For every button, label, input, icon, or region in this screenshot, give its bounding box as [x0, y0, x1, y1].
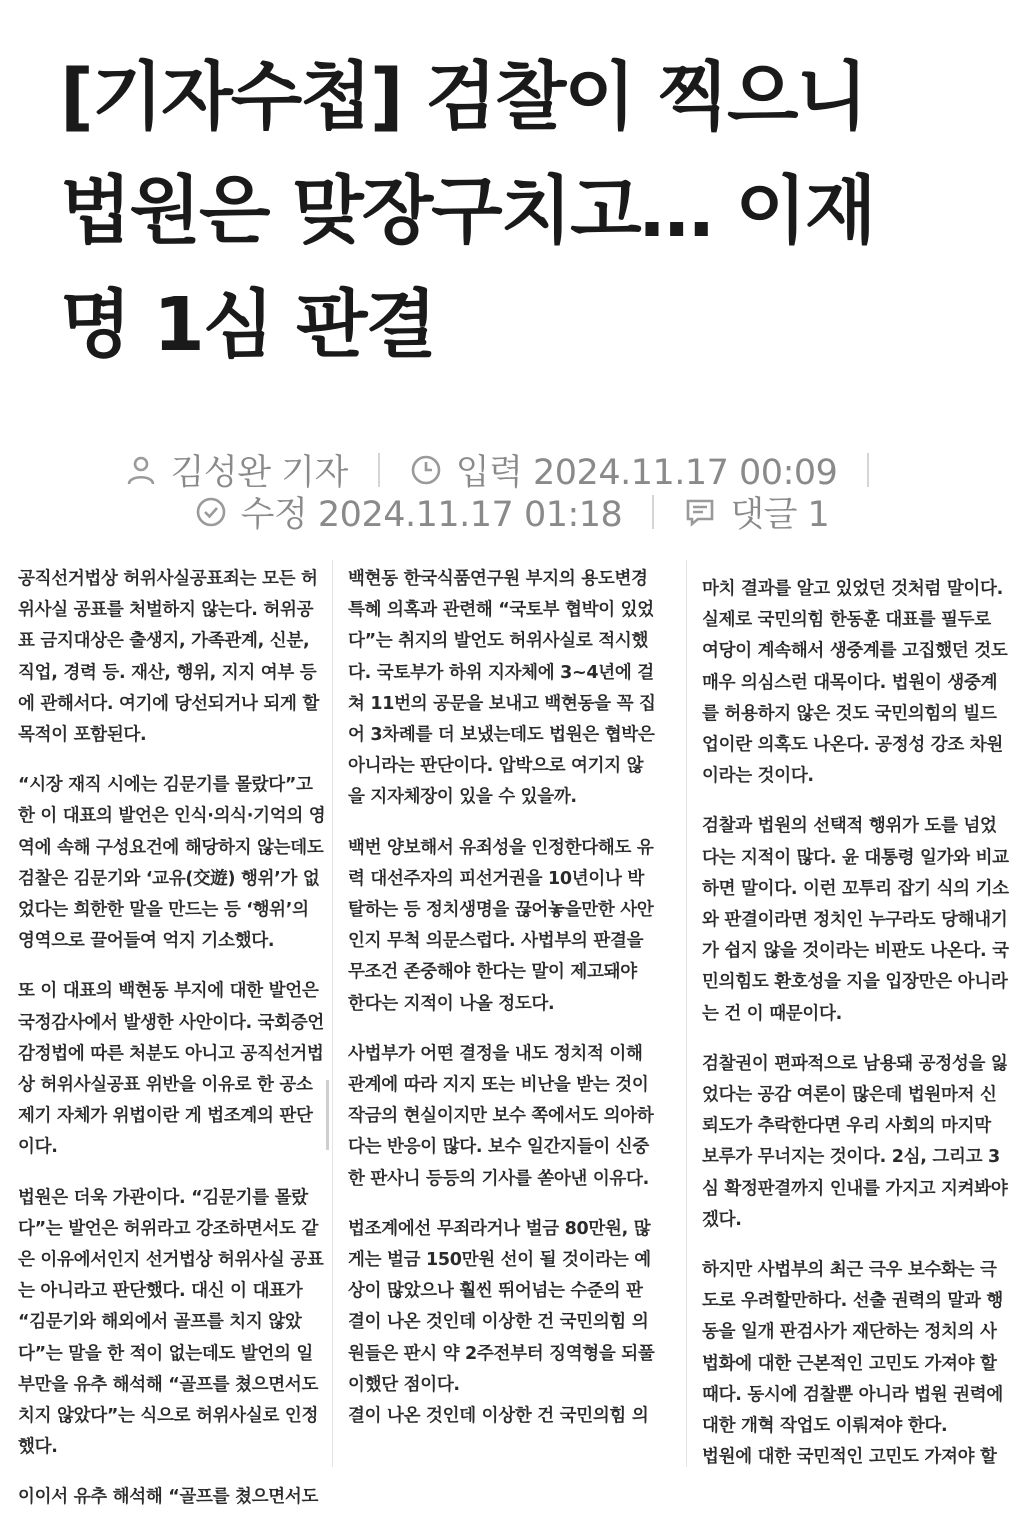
- published-label: 입력 2024.11.17 00:09: [455, 453, 838, 493]
- body-line: 결이 나온 것인데 이상한 건 국민의힘 의: [348, 1406, 649, 1427]
- body-line: 공직선거법상 허위사실공표죄는 모든 허: [18, 569, 318, 589]
- body-line: 었다는 공감 여론이 많은데 법원마저 신: [702, 1085, 997, 1106]
- body-line: 었다는 희한한 말을 만드는 등 ‘행위’의: [18, 900, 309, 921]
- article-headline: [60, 40, 980, 382]
- body-line: 다는 지적이 많다. 윤 대통령 일가와 비교: [702, 847, 1009, 868]
- body-line: 업이란 의혹도 나온다. 공정성 강조 차원: [702, 735, 1003, 756]
- body-line: 는 건 이 때문이다.: [702, 1003, 842, 1024]
- body-line: 쳐 11번의 공문을 보내고 백현동을 꼭 집: [348, 693, 656, 714]
- headline-line: [기자수첩] 검찰이 찍으니: [60, 54, 867, 140]
- body-line: 상 허위사실공표 위반을 이유로 한 공소: [18, 1075, 313, 1096]
- body-line: 다”는 발언은 허위라고 강조하면서도 같: [18, 1218, 319, 1239]
- body-paragraph: [702, 1049, 1010, 1236]
- body-line: 동을 일개 판검사가 재단하는 정치의 사: [702, 1322, 997, 1343]
- body-line: 표 금지대상은 출생지, 가족관계, 신분,: [18, 631, 310, 652]
- body-line: 마치 결과를 알고 있었던 것처럼 말이다.: [702, 579, 1003, 599]
- body-line: 때다. 동시에 검찰뿐 아니라 법원 권력에: [702, 1384, 1003, 1405]
- comments-count: 댓글 1: [730, 495, 830, 535]
- body-line: 관계에 따라 지지 또는 비난을 받는 것이: [348, 1075, 649, 1096]
- body-line: 다는 반응이 많다. 보수 일간지들이 신중: [348, 1137, 649, 1158]
- modified-time: [195, 487, 623, 537]
- body-paragraph: [18, 770, 326, 957]
- column-divider: [332, 560, 333, 1467]
- body-line: 이라는 것이다.: [702, 766, 814, 787]
- body-line: 치지 않았다”는 식으로 허위사실로 인정: [18, 1406, 319, 1427]
- body-line: 위사실 공표를 처벌하지 않는다. 허위공: [18, 600, 314, 621]
- body-line: 여당이 계속해서 생중계를 고집했던 것도: [702, 641, 1008, 662]
- body-line: 감정법에 따른 처분도 아니고 공직선거법: [18, 1043, 324, 1064]
- comment-icon: [684, 496, 716, 528]
- body-line: 보루가 무너지는 것이다. 2심, 그리고 3: [702, 1147, 1000, 1168]
- body-line: 민의힘도 환호성을 지을 입장만은 아니라: [702, 972, 1008, 993]
- body-line: 제기 자체가 위법이란 게 법조계의 판단: [18, 1106, 313, 1127]
- body-line: 법원에 대한 국민적인 고민도 가져야 할: [702, 1447, 997, 1468]
- body-line: 을 지자체장이 있을 수 있을까.: [348, 787, 577, 808]
- body-line: 영역으로 끌어들여 억지 기소했다.: [18, 931, 275, 952]
- body-paragraph: [702, 574, 1010, 792]
- body-line: 하면 말이다. 이런 꼬투리 잡기 식의 기소: [702, 878, 1009, 899]
- body-line: 무조건 존중해야 한다는 말이 제고돼야: [348, 962, 637, 983]
- body-line: 하지만 사법부의 최근 극우 보수화는 극: [702, 1260, 997, 1281]
- body-line: 직업, 경력 등. 재산, 행위, 지지 여부 등: [18, 662, 317, 683]
- body-paragraph: [348, 1214, 670, 1432]
- body-line: 겠다.: [702, 1209, 742, 1230]
- body-line: 뢰도가 추락한다면 우리 사회의 마지막: [702, 1116, 991, 1137]
- headline-line: 명 1심 판결: [60, 282, 435, 368]
- body-line: 이했단 점이다.: [348, 1374, 460, 1395]
- modified-label: 수정 2024.11.17 01:18: [240, 495, 623, 535]
- body-line: 력 대선주자의 피선거권을 10년이나 박: [348, 868, 644, 889]
- author-name: 김성완 기자: [170, 453, 348, 493]
- body-line: 다. 국토부가 하위 지자체에 3~4년에 걸: [348, 662, 654, 683]
- body-line: 에 관해서다. 여기에 당선되거나 되게 할: [18, 693, 319, 714]
- body-line: 이다.: [18, 1137, 58, 1158]
- scroll-mark: [326, 1080, 329, 1150]
- body-line: 어 3차례를 더 보냈는데도 법원은 협박은: [348, 725, 655, 746]
- article-body-column-3: [702, 574, 1010, 1479]
- body-paragraph: [702, 1255, 1010, 1473]
- body-paragraph: [18, 976, 325, 1163]
- meta-divider: [867, 453, 869, 487]
- check-circle-icon: [195, 496, 227, 528]
- body-paragraph: [702, 811, 1010, 1029]
- meta-divider: [652, 495, 654, 529]
- body-paragraph: [18, 1482, 319, 1513]
- body-line: 원들은 판시 약 2주전부터 징역형을 되풀: [348, 1343, 655, 1364]
- headline-line: 법원은 맞장구치고… 이재: [60, 168, 875, 254]
- body-line: 한다는 지적이 나올 정도다.: [348, 993, 555, 1014]
- body-line: 백현동 한국식품연구원 부지의 용도변경: [348, 569, 648, 589]
- body-line: 와 판결이라면 정치인 누구라도 당해내기: [702, 910, 1008, 931]
- meta-divider: [378, 453, 380, 487]
- body-line: 는 아니라고 판단했다. 대신 이 대표가: [18, 1281, 303, 1302]
- body-line: 했다.: [18, 1437, 58, 1458]
- clock-icon: [410, 454, 442, 486]
- body-line: 인지 무척 의문스럽다. 사법부의 판결을: [348, 931, 644, 952]
- body-line: 상이 많았으나 훨씬 뛰어넘는 수준의 판: [348, 1281, 643, 1302]
- body-line: 심 확정판결까지 인내를 가지고 지켜봐야: [702, 1178, 1008, 1199]
- body-line: 매우 의심스런 대목이다. 법원이 생중계: [702, 672, 998, 693]
- body-line: 법원은 더욱 가관이다. “김문기를 몰랐: [18, 1187, 308, 1208]
- body-line: 실제로 국민의힘 한동훈 대표를 필두로: [702, 610, 991, 631]
- body-line: 법화에 대한 근본적인 고민도 가져야 할: [702, 1353, 997, 1374]
- body-line: 검찰과 법원의 선택적 행위가 도를 넘었: [702, 816, 997, 837]
- body-line: 결이 나온 것인데 이상한 건 국민의힘 의: [348, 1312, 649, 1333]
- body-line: 사법부가 어떤 결정을 내도 정치적 이해: [348, 1043, 643, 1064]
- body-line: 대한 개혁 작업도 이뤄져야 한다.: [702, 1416, 948, 1437]
- body-line: 부만을 유추 해석해 “골프를 쳤으면서도: [18, 1374, 319, 1395]
- body-line: 아니라는 판단이다. 압박으로 여기지 않: [348, 756, 644, 777]
- person-icon: [125, 454, 157, 486]
- body-line: 다”는 말을 한 적이 없는데도 발언의 일: [18, 1343, 314, 1364]
- body-line: 이이서 유추 해석해 “골프를 쳤으면서도: [18, 1487, 319, 1508]
- body-line: 목적이 포함된다.: [18, 725, 147, 746]
- body-line: 검찰은 김문기와 ‘교유(交遊) 행위’가 없: [18, 868, 320, 889]
- body-line: 다”는 취지의 발언도 허위사실로 적시했: [348, 631, 649, 652]
- body-line: “김문기와 해외에서 골프를 치지 않았: [18, 1312, 302, 1333]
- article-body-column-2: [348, 564, 670, 1469]
- body-line: 은 이유에서인지 선거법상 허위사실 공표: [18, 1250, 324, 1271]
- body-line: 또 이 대표의 백현동 부지에 대한 발언은: [18, 981, 319, 1002]
- body-paragraph: [18, 1183, 324, 1464]
- body-line: 도로 우려할만하다. 선출 권력의 말과 행: [702, 1291, 1003, 1312]
- column-divider: [686, 560, 687, 1467]
- comments-link[interactable]: [684, 487, 829, 537]
- body-line: 작금의 현실이지만 보수 쪽에서도 의아하: [348, 1106, 654, 1127]
- body-line: 게는 벌금 150만원 선이 될 것이라는 예: [348, 1250, 651, 1271]
- body-line: 를 허용하지 않은 것도 국민의힘의 빌드: [702, 703, 997, 724]
- body-line: 역에 속해 구성요건에 해당하지 않는데도: [18, 837, 324, 858]
- body-line: 국정감사에서 발생한 사안이다. 국회증언: [18, 1012, 325, 1033]
- body-line: 특혜 의혹과 관련해 “국토부 협박이 있었: [348, 600, 654, 621]
- body-paragraph: [18, 564, 319, 751]
- body-line: 가 쉽지 않을 것이라는 비판도 나온다. 국: [702, 941, 1009, 962]
- body-paragraph: [348, 1039, 670, 1195]
- body-line: “시장 재직 시에는 김문기를 몰랐다”고: [18, 775, 313, 796]
- body-line: 법조계에선 무죄라거나 벌금 80만원, 많: [348, 1218, 651, 1239]
- body-line: 백번 양보해서 유죄성을 인정한다해도 유: [348, 837, 654, 858]
- article-meta-row-2: [0, 488, 1024, 536]
- body-line: 탈하는 등 정치생명을 끊어놓을만한 사안: [348, 900, 654, 921]
- body-line: 한 이 대표의 발언은 인식·의식·기억의 영: [18, 806, 326, 827]
- article-body-column-1: [18, 564, 326, 1508]
- body-paragraph: [348, 564, 670, 814]
- body-paragraph: [348, 833, 670, 1020]
- body-line: 검찰권이 편파적으로 남용돼 공정성을 잃: [702, 1053, 1008, 1074]
- body-line: 한 판사니 등등의 기사를 쏟아낸 이유다.: [348, 1168, 649, 1189]
